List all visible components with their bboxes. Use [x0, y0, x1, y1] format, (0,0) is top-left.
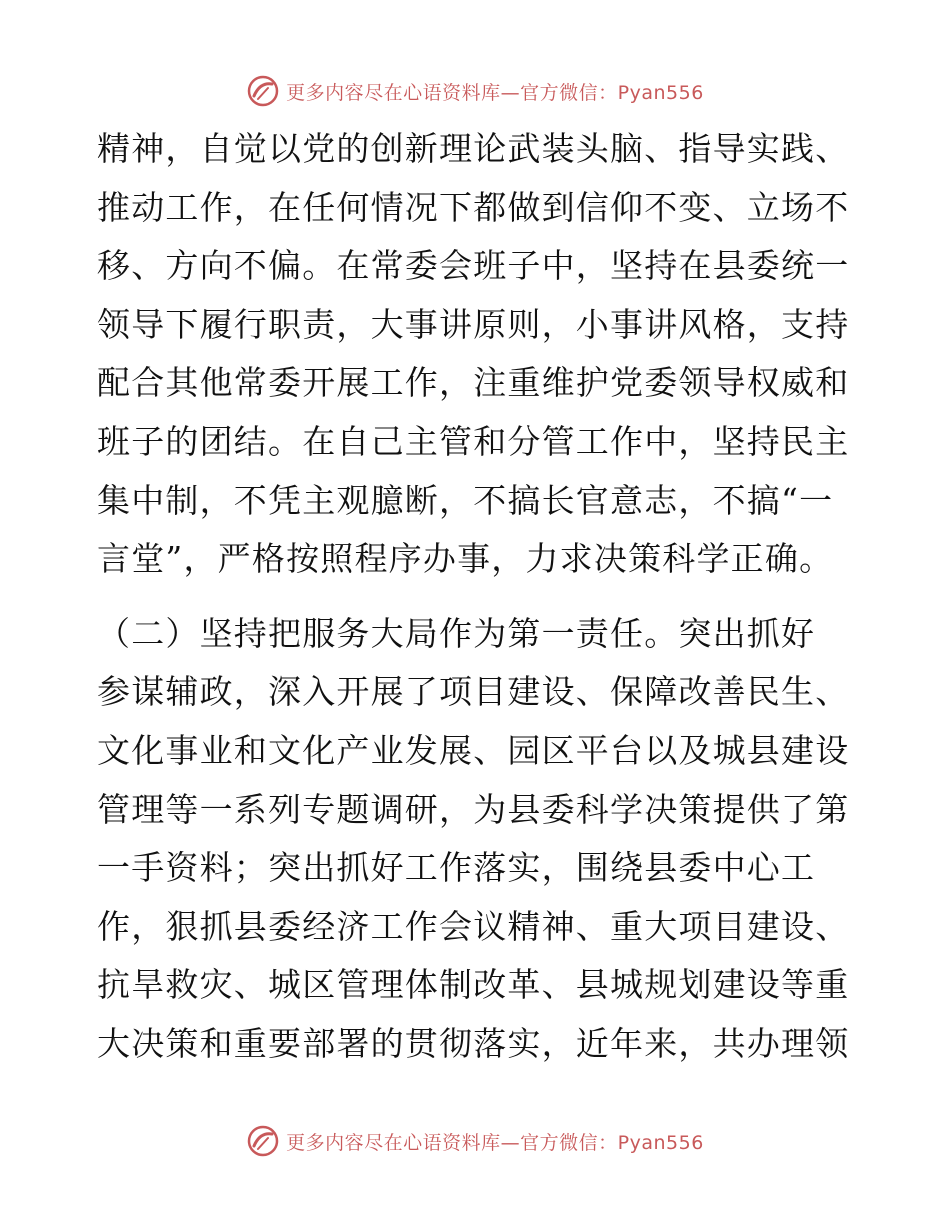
text-line: 精神，自觉以党的创新理论武装头脑、指导实践、 — [97, 129, 850, 168]
text-line: 参谋辅政，深入开展了项目建设、保障改善民生、 — [97, 672, 850, 712]
document-body — [97, 120, 853, 1074]
footer-banner — [0, 1124, 950, 1158]
paragraph-1 — [97, 120, 853, 589]
text-line: 文化事业和文化产业发展、园区平台以及城县建设 — [97, 730, 850, 770]
text-line: 言堂”，严格按照程序办事，力求决策科学正确。 — [97, 539, 834, 579]
text-line: 作，狠抓县委经济工作会议精神、重大项目建设、 — [97, 906, 850, 946]
footer-banner-text: 更多内容尽在心语资料库—官方微信：Pyan556 — [286, 1131, 704, 1154]
text-line: 领导下履行职责，大事讲原则，小事讲风格，支持 — [97, 304, 850, 344]
header-banner — [0, 74, 950, 108]
brand-logo-icon — [246, 74, 280, 108]
brand-logo-icon — [246, 1124, 280, 1158]
text-line: 班子的团结。在自己主管和分管工作中，坚持民主 — [97, 421, 850, 461]
text-line: 大决策和重要部署的贯彻落实，近年来，共办理领 — [97, 1023, 850, 1063]
header-banner-text: 更多内容尽在心语资料库—官方微信：Pyan556 — [286, 81, 704, 104]
paragraph-2 — [97, 605, 853, 1074]
text-line: 移、方向不偏。在常委会班子中，坚持在县委统一 — [97, 246, 850, 286]
text-line: 抗旱救灾、城区管理体制改革、县城规划建设等重 — [97, 965, 850, 1005]
text-line: 一手资料；突出抓好工作落实，围绕县委中心工 — [97, 848, 816, 888]
text-line: 配合其他常委开展工作，注重维护党委领导权威和 — [97, 363, 850, 403]
text-line: 推动工作，在任何情况下都做到信仰不变、立场不 — [97, 187, 850, 227]
text-line: 集中制，不凭主观臆断，不搞长官意志，不搞“一 — [97, 480, 834, 520]
text-line: 管理等一系列专题调研，为县委科学决策提供了第 — [97, 789, 850, 829]
text-line: （二）坚持把服务大局作为第一责任。突出抓好 — [97, 613, 816, 653]
